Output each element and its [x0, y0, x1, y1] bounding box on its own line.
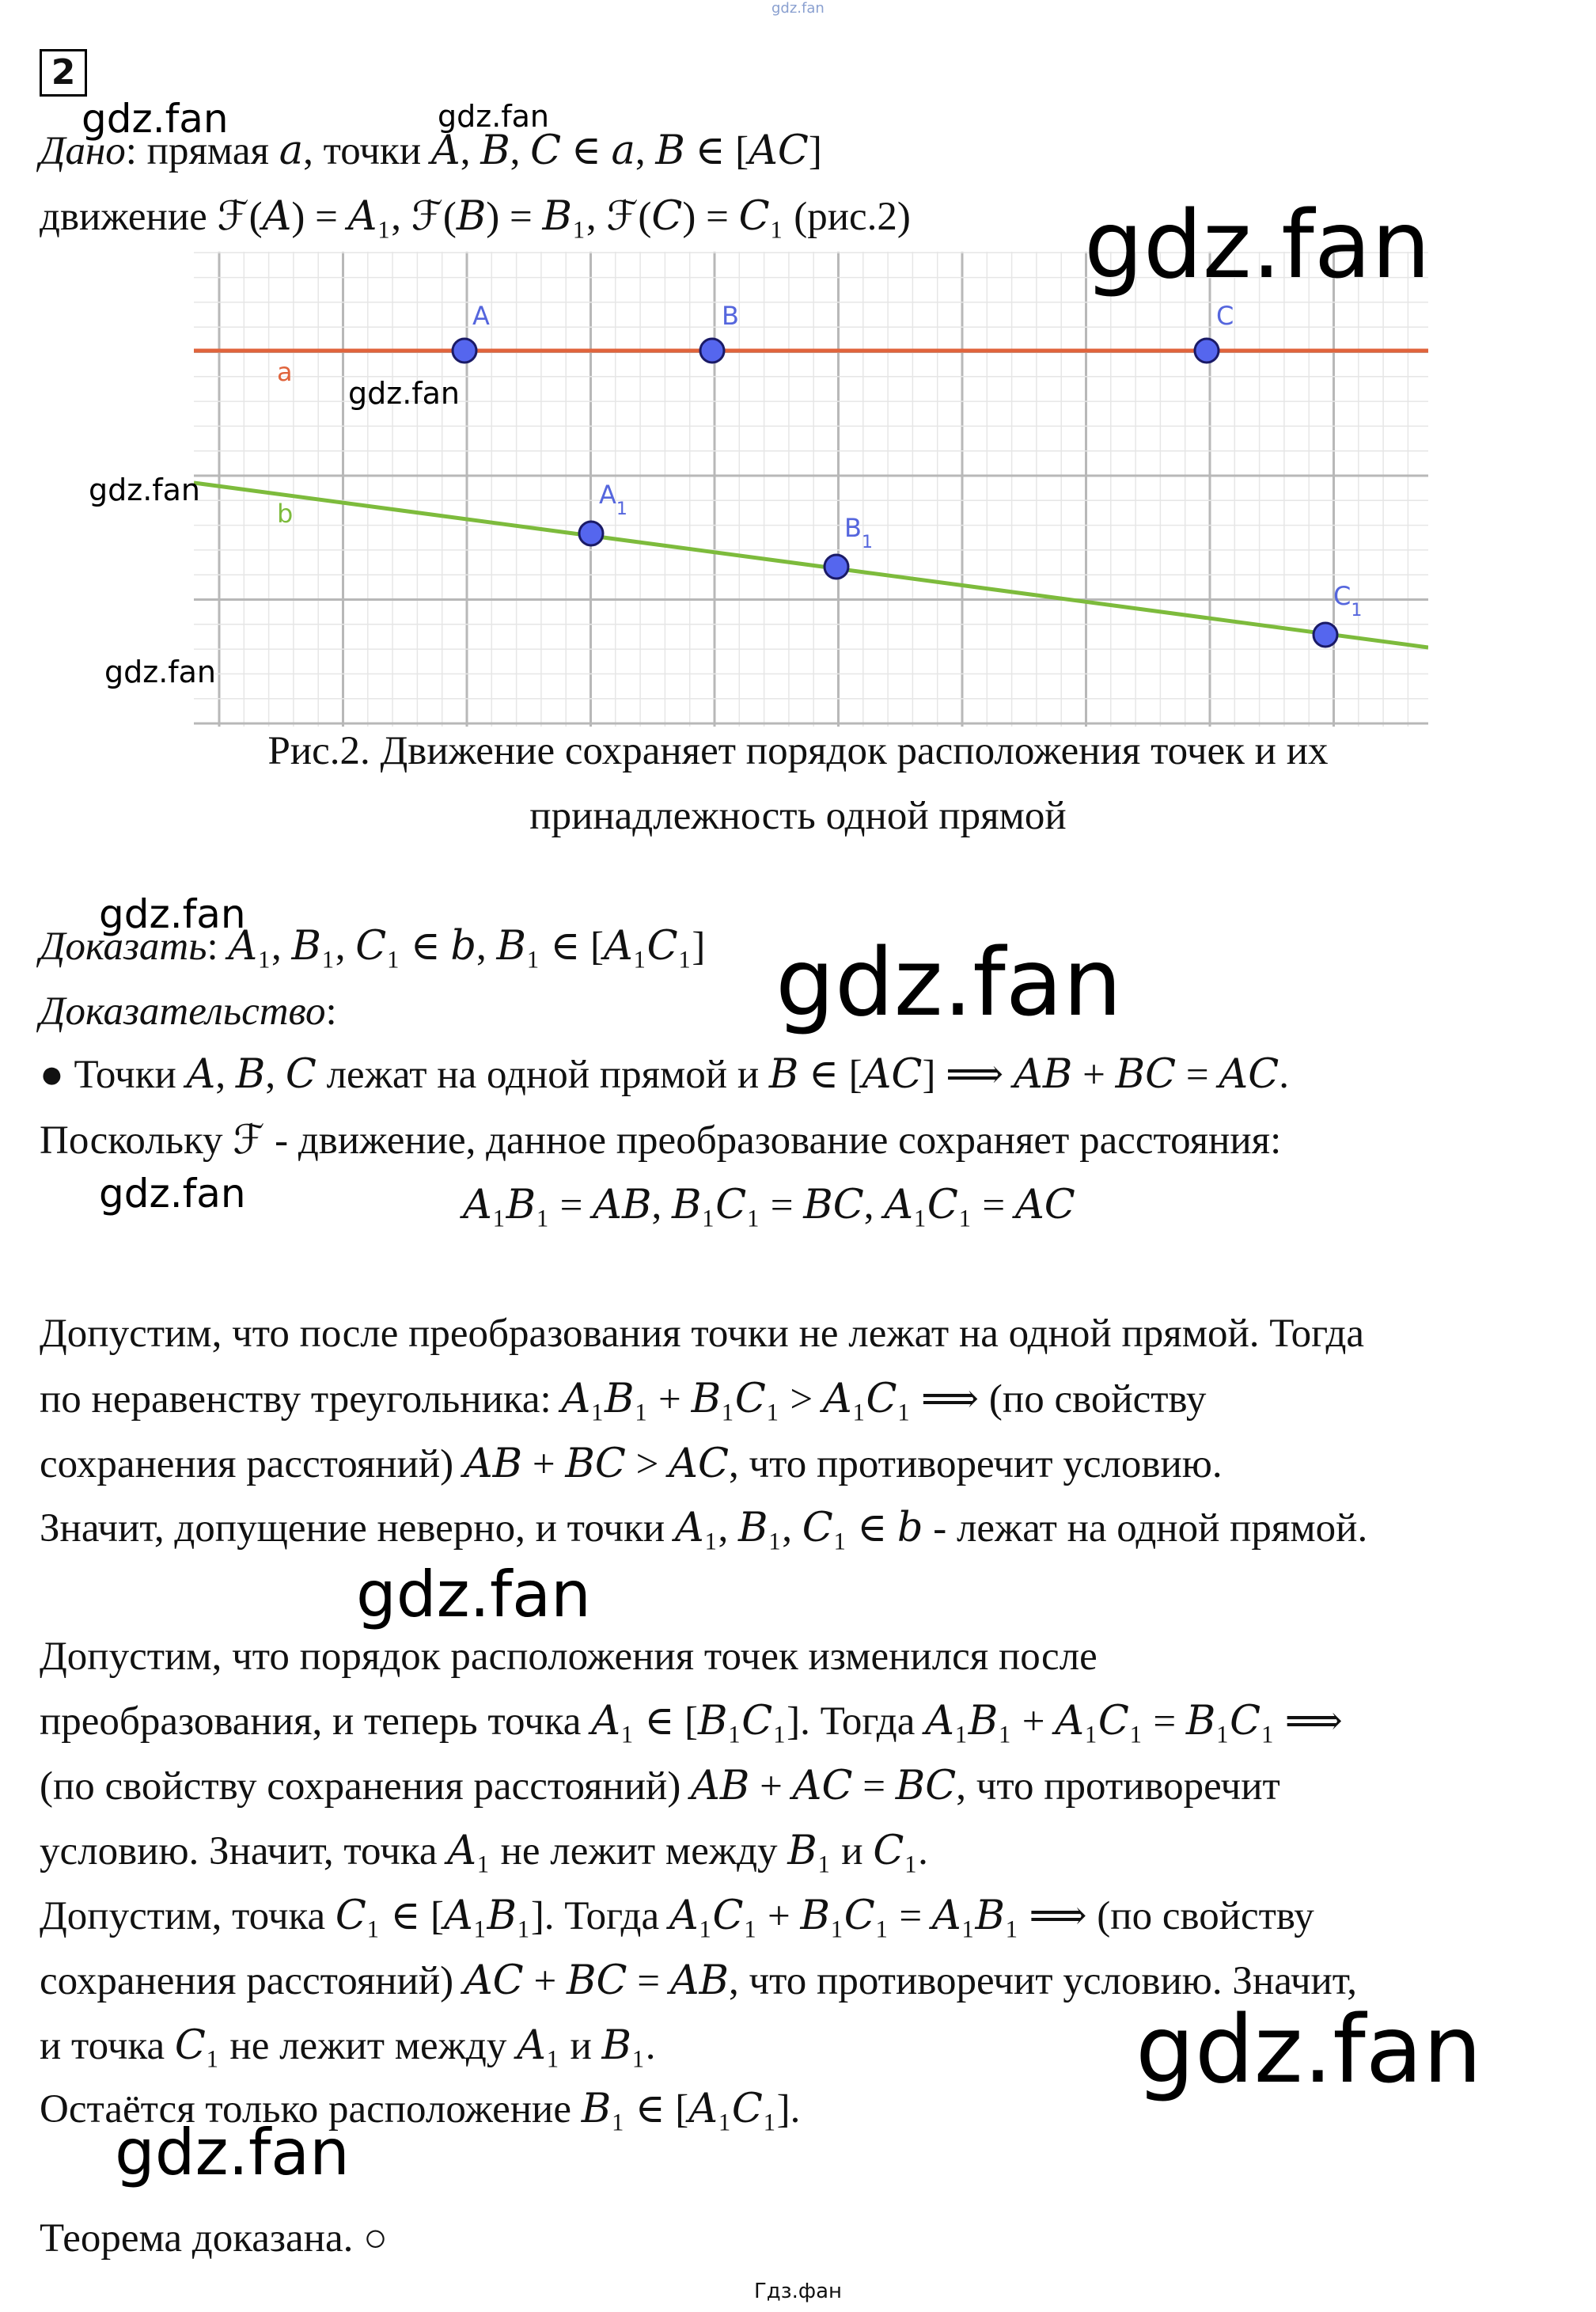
watermark: gdz.fan	[356, 1558, 591, 1631]
watermark: gdz.fan	[115, 2116, 350, 2189]
label-c1: $C_1$	[1333, 581, 1363, 621]
point-a1	[579, 522, 603, 545]
line-b-label: b	[277, 499, 294, 529]
proof-line-4: Допустим, что после преобразования точки не лежат на одной прямой. Тогда	[40, 1312, 1365, 1356]
proof-label: Доказательство	[40, 989, 326, 1034]
proof-line-8: Допустим, что порядок расположения точек изменился после	[40, 1634, 1097, 1679]
label-b: B	[722, 301, 739, 331]
proof-line-2: Поскольку ℱ - движение, данное преобразование сохраняет расстояния:	[40, 1118, 1282, 1163]
line-a-label: a	[277, 357, 293, 387]
point-b	[700, 339, 724, 363]
label-c: C	[1216, 301, 1234, 331]
proof-line-15: Остаётся только расположение 𝐵₁ ∈ [𝐴₁𝐶₁].	[40, 2087, 801, 2132]
watermark: gdz.fan	[99, 891, 246, 937]
watermark: gdz.fan	[99, 1171, 246, 1217]
watermark: gdz.fan	[775, 928, 1122, 1037]
proof-heading	[40, 989, 337, 1034]
proof-line-10: (по свойству сохранения расстояний) 𝐴𝐵 + 𝐴𝐶 = 𝐵𝐶, что противоречит	[40, 1764, 1280, 1809]
watermark: gdz.fan	[348, 376, 461, 411]
grid	[194, 252, 1428, 727]
watermark: gdz.fan	[438, 99, 550, 134]
label-b1: $B_1$	[844, 513, 873, 552]
watermark: gdz.fan	[89, 473, 201, 507]
proof-line-1: ● Точки 𝐴, 𝐵, 𝐶 лежат на одной прямой и 𝐵 ∈ [𝐴𝐶] ⟹ 𝐴𝐵 + 𝐵𝐶 = 𝐴𝐶.	[40, 1053, 1289, 1097]
label-a1: $A_1$	[599, 480, 627, 519]
proof-line-13: сохранения расстояний) 𝐴𝐶 + 𝐵𝐶 = 𝐴𝐵, что противоречит условию. Значит,	[40, 1959, 1357, 2003]
watermark: gdz.fan	[104, 655, 217, 689]
watermark: gdz.fan	[82, 96, 229, 142]
figure-caption-1: Рис.2. Движение сохраняет порядок расположения точек и их	[267, 729, 1329, 773]
line-b	[194, 483, 1428, 647]
proof-line-3: 𝐴₁𝐵₁ = 𝐴𝐵, 𝐵₁𝐶₁ = 𝐵𝐶, 𝐴₁𝐶₁ = 𝐴𝐶	[463, 1183, 1075, 1228]
problem-number: 2	[40, 49, 87, 97]
point-c	[1195, 339, 1219, 363]
point-b1	[825, 555, 848, 579]
point-c1	[1314, 623, 1337, 647]
footer-text: Гдз.фан	[753, 2280, 843, 2303]
proof-colon: :	[325, 989, 337, 1034]
proof-line-5: по неравенству треугольника: 𝐴₁𝐵₁ + 𝐵₁𝐶₁ > 𝐴₁𝐶₁ ⟹ (по свойству	[40, 1377, 1207, 1422]
point-a	[453, 339, 476, 363]
given-text: : прямая 𝑎, точки 𝐴, 𝐵, 𝐶 ∈ 𝑎, 𝐵 ∈ [𝐴𝐶]	[125, 129, 822, 173]
watermark-top: gdz.fan	[771, 0, 825, 17]
watermark: gdz.fan	[1084, 190, 1431, 299]
given-line-2: движение ℱ(𝐴) = 𝐴₁, ℱ(𝐵) = 𝐵₁, ℱ(𝐶) = 𝐶₁ (рис.2)	[40, 195, 911, 239]
given-label: Дано	[40, 129, 126, 173]
proof-line-16: Теорема доказана. ○	[40, 2216, 388, 2261]
proof-line-9: преобразования, и теперь точка 𝐴₁ ∈ [𝐵₁𝐶₁]. Тогда 𝐴₁𝐵₁ + 𝐴₁𝐶₁ = 𝐵₁𝐶₁ ⟹	[40, 1699, 1343, 1744]
figure-caption-2: принадлежность одной прямой	[529, 794, 1067, 838]
proof-line-7: Значит, допущение неверно, и точки 𝐴₁, 𝐵₁, 𝐶₁ ∈ 𝑏 - лежат на одной прямой.	[40, 1506, 1368, 1551]
prove-text: : 𝐴₁, 𝐵₁, 𝐶₁ ∈ 𝑏, 𝐵₁ ∈ [𝐴₁𝐶₁]	[207, 924, 706, 969]
proof-line-14: и точка 𝐶₁ не лежит между 𝐴₁ и 𝐵₁.	[40, 2024, 656, 2068]
proof-line-6: сохранения расстояний) 𝐴𝐵 + 𝐵𝐶 > 𝐴𝐶, что противоречит условию.	[40, 1442, 1223, 1486]
figure-2	[194, 252, 1428, 727]
watermark: gdz.fan	[1135, 1995, 1482, 2104]
proof-line-11: условию. Значит, точка 𝐴₁ не лежит между 𝐵₁ и 𝐶₁.	[40, 1829, 928, 1874]
proof-line-12: Допустим, точка 𝐶₁ ∈ [𝐴₁𝐵₁]. Тогда 𝐴₁𝐶₁ + 𝐵₁𝐶₁ = 𝐴₁𝐵₁ ⟹ (по свойству	[40, 1894, 1314, 1938]
prove-label: Доказать	[40, 924, 207, 969]
label-a: A	[472, 301, 490, 331]
